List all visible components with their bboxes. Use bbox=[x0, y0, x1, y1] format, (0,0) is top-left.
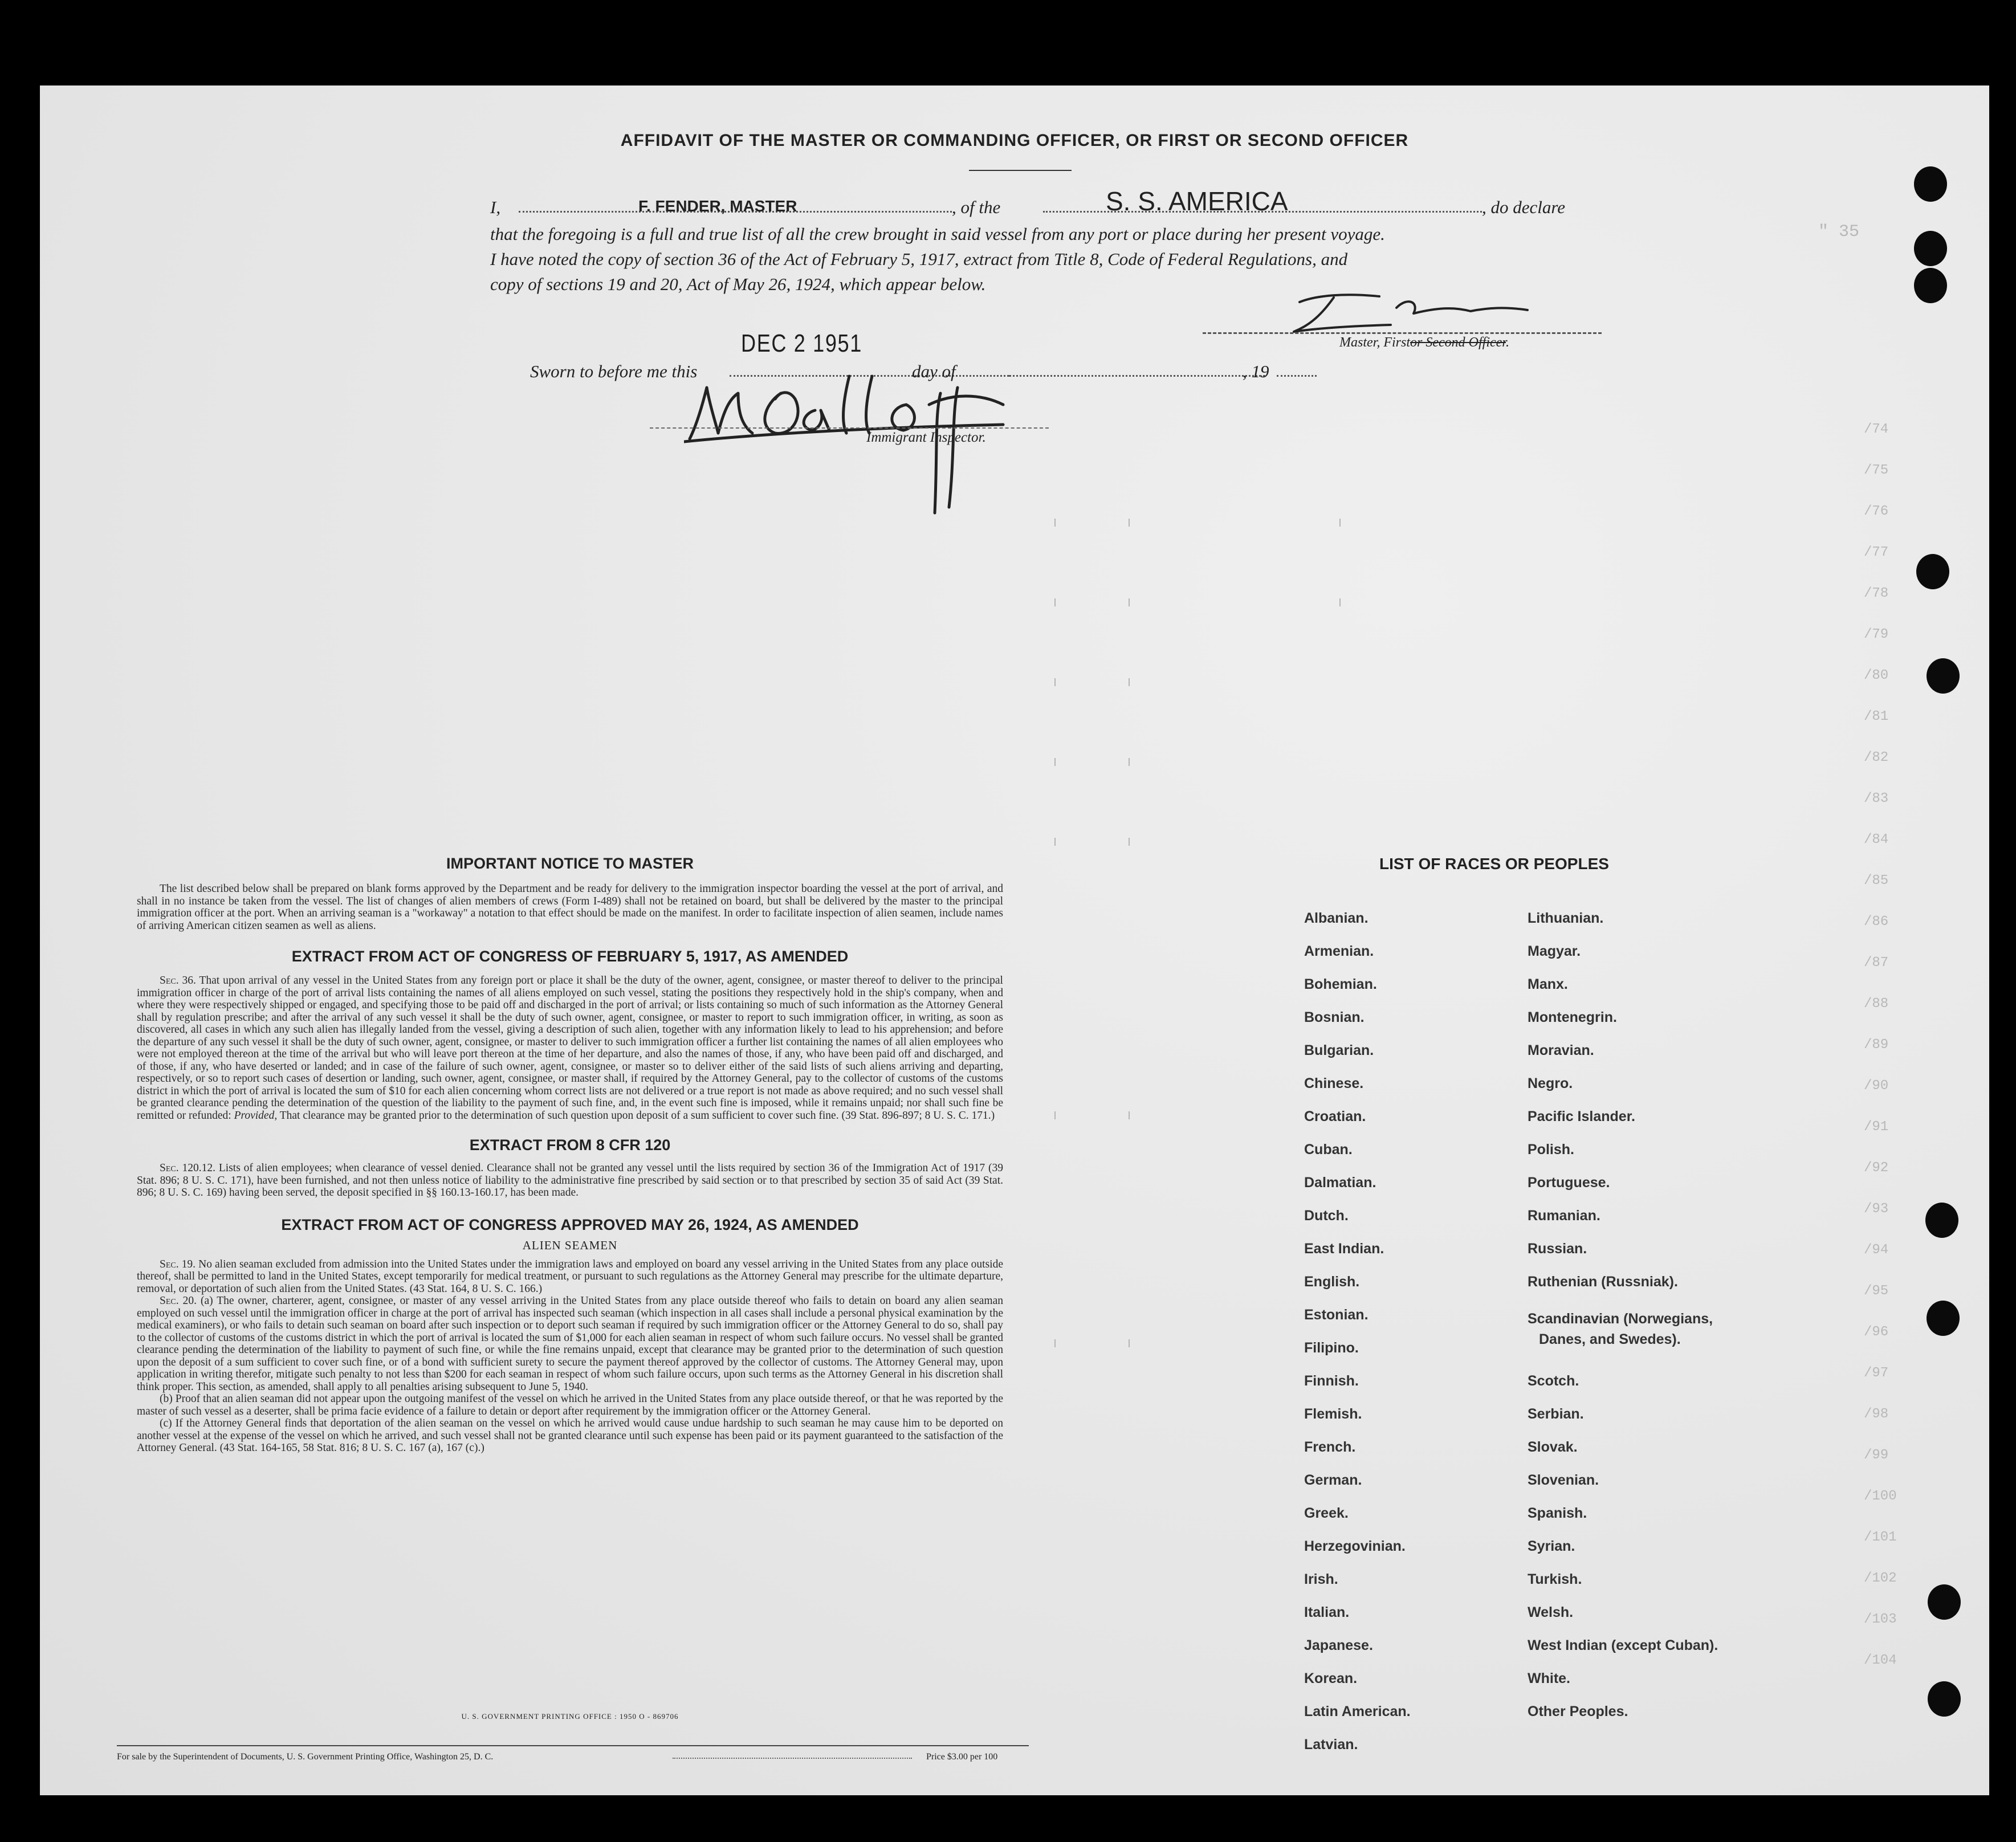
race-item: Scandinavian (Norwegians, bbox=[1528, 1311, 1713, 1327]
bleed-through-column bbox=[1864, 416, 1921, 1784]
race-item: Greek. bbox=[1304, 1505, 1349, 1521]
sec-20a-body: (a) The owner, charterer, agent, consignee, or master of any vessel arriving in the United States from any place outside thereof who fails to detain on board any alien seaman employed on such vessel until the immigration officer in charge at the port of arrival has inspected such seaman (which inspection in all cases shall include a personal physical examination by the medical examiners), or who fails to detain such seaman on board after such inspection or to deport such seaman if required by such immigration officer or the Attorney General to do so, shall pay to the collector of customs of the customs district in which the port of arrival is located the sum of $1,000 for each alien seaman in respect of whom such failure occurs. No vessel shall be granted clearance pending the determination of the liability to payment of such fine, or while the fine remains unpaid, except that clearance may be granted prior to the determination of such question upon the deposit of a sum sufficient to cover such fine, or of a bond with sufficient surety to secure the payment thereof approved by the collector of customs. The Attorney General may, upon application in writing therefor, mitigate such penalty to not less than $200 for each seaman in respect of whom such failure occurs, upon such terms as the Attorney General in his discretion shall think proper. This section, as amended, shall apply to all penalties arising subsequent to June 5, 1940. bbox=[137, 1295, 1003, 1393]
master-caption-period: . bbox=[1505, 335, 1509, 350]
sec-20-label: Sec. 20. bbox=[160, 1295, 197, 1307]
punch-hole bbox=[1928, 1584, 1961, 1620]
date-stamp: DEC 2 1951 bbox=[741, 329, 862, 357]
bleed-row-number: /84 bbox=[1864, 832, 1889, 847]
race-item: Turkish. bbox=[1528, 1571, 1582, 1587]
punch-hole bbox=[1927, 1301, 1960, 1336]
race-item: Welsh. bbox=[1528, 1604, 1574, 1620]
race-item: Irish. bbox=[1304, 1571, 1338, 1587]
bleed-tick bbox=[1129, 598, 1130, 606]
race-item: Bohemian. bbox=[1304, 976, 1377, 992]
affidavit-line-2: that the foregoing is a full and true list of all the crew brought in said vessel from any port or place during her present voyage. bbox=[490, 224, 1385, 244]
race-item: Other Peoples. bbox=[1528, 1704, 1628, 1719]
notice-heading: IMPORTANT NOTICE TO MASTER bbox=[446, 855, 694, 872]
race-item: Croatian. bbox=[1304, 1109, 1366, 1124]
punch-hole bbox=[1914, 166, 1947, 202]
race-item: Portuguese. bbox=[1528, 1175, 1610, 1191]
bleed-row-number: /93 bbox=[1864, 1201, 1889, 1217]
master-caption bbox=[1339, 335, 1509, 351]
bleed-row-number: /81 bbox=[1864, 709, 1889, 724]
race-item: Slovak. bbox=[1528, 1439, 1578, 1455]
bleed-row-number: /89 bbox=[1864, 1037, 1889, 1053]
race-item: Bosnian. bbox=[1304, 1009, 1365, 1025]
race-item: Latin American. bbox=[1304, 1704, 1411, 1719]
footer-rule bbox=[117, 1745, 1029, 1746]
bleed-row-number: /92 bbox=[1864, 1160, 1889, 1176]
affidavit-pronoun: I, bbox=[490, 197, 501, 217]
race-item: English. bbox=[1304, 1274, 1360, 1290]
alien-seamen-subheading: ALIEN SEAMEN bbox=[522, 1238, 618, 1252]
printing-office-imprint: U. S. GOVERNMENT PRINTING OFFICE : 1950 O - 869706 bbox=[461, 1712, 679, 1721]
bleed-row-number: /99 bbox=[1864, 1448, 1889, 1463]
race-item: Syrian. bbox=[1528, 1538, 1575, 1554]
race-item: Moravian. bbox=[1528, 1042, 1594, 1058]
race-item: Latvian. bbox=[1304, 1737, 1358, 1753]
sec-20c-body: (c) If the Attorney General finds that deportation of the alien seaman on the vessel on which he arrived would cause undue hardship to such seaman he may cause him to be deported on another vessel at the expense of the vessel on which he arrived, and such vessel shall not be granted clearance until such expense has been paid or its payment guaranteed to the satisfaction of the Attorney General. (43 Stat. 164-165, 58 Stat. 816; 8 U. S. C. 167 (a), 167 (c).) bbox=[137, 1417, 1003, 1454]
affidavit-declare: , do declare bbox=[1482, 197, 1566, 217]
bleed-row-number: /75 bbox=[1864, 463, 1889, 478]
extract-1924-text bbox=[137, 1258, 1003, 1454]
race-item: Ruthenian (Russniak). bbox=[1528, 1274, 1678, 1290]
bleed-tick bbox=[1054, 1111, 1056, 1119]
bleed-tick bbox=[1054, 838, 1056, 846]
extract-1924-heading: EXTRACT FROM ACT OF CONGRESS APPROVED MAY 26, 1924, AS AMENDED bbox=[281, 1216, 859, 1233]
punch-hole bbox=[1916, 554, 1949, 589]
race-item: Manx. bbox=[1528, 976, 1568, 992]
race-item: Rumanian. bbox=[1528, 1208, 1600, 1224]
race-item: Italian. bbox=[1304, 1604, 1350, 1620]
bleed-tick bbox=[1129, 838, 1130, 846]
bleed-row-number: /78 bbox=[1864, 586, 1889, 601]
race-item: Flemish. bbox=[1304, 1406, 1362, 1422]
sec-120-label: Sec. 120.12. bbox=[160, 1162, 215, 1174]
bleed-row-number: /74 bbox=[1864, 422, 1889, 437]
race-item: Polish. bbox=[1528, 1142, 1574, 1158]
race-item: Korean. bbox=[1304, 1670, 1358, 1686]
race-item: Herzegovinian. bbox=[1304, 1538, 1406, 1554]
bleed-row-number: /87 bbox=[1864, 955, 1889, 971]
bleed-row-number: /100 bbox=[1864, 1489, 1897, 1504]
race-item: Chinese. bbox=[1304, 1075, 1364, 1091]
race-item: Armenian. bbox=[1304, 943, 1374, 959]
bleed-row-number: /97 bbox=[1864, 1366, 1889, 1381]
bleed-row-number: /90 bbox=[1864, 1078, 1889, 1094]
bleed-row-number: /88 bbox=[1864, 996, 1889, 1012]
for-sale-leader bbox=[673, 1758, 912, 1759]
affidavit-of-the: , of the bbox=[952, 197, 1001, 217]
bleed-row-number: /96 bbox=[1864, 1325, 1889, 1340]
price-notice: Price $3.00 per 100 bbox=[926, 1752, 998, 1762]
proviso-text: That clearance may be granted prior to the determination of such question upon deposit of a sum sufficient to cover such fine. (39 Stat. 896-897; 8 U. S. C. 171.) bbox=[279, 1109, 995, 1122]
proviso-label: Provided, bbox=[234, 1109, 278, 1122]
bleed-row-number: /83 bbox=[1864, 791, 1889, 806]
bleed-row-number: /86 bbox=[1864, 914, 1889, 930]
bleed-row-number: /102 bbox=[1864, 1571, 1897, 1586]
race-item: Magyar. bbox=[1528, 943, 1581, 959]
bleed-row-number: /98 bbox=[1864, 1407, 1889, 1422]
bleed-tick bbox=[1129, 1111, 1130, 1119]
extract-cfr-text bbox=[137, 1162, 1003, 1199]
bleed-tick bbox=[1129, 1339, 1130, 1347]
punch-hole bbox=[1925, 1203, 1958, 1238]
master-caption-first: Master, First bbox=[1339, 335, 1411, 350]
notice-text bbox=[137, 883, 1003, 932]
bleed-tick bbox=[1054, 1339, 1056, 1347]
race-item: Japanese. bbox=[1304, 1637, 1373, 1653]
race-item: Negro. bbox=[1528, 1075, 1573, 1091]
day-of-text: day of bbox=[912, 361, 956, 381]
bleed-row-number: /91 bbox=[1864, 1119, 1889, 1135]
races-heading: LIST OF RACES OR PEOPLES bbox=[1379, 855, 1609, 873]
bleed-row-number: /85 bbox=[1864, 873, 1889, 889]
year-line bbox=[1277, 374, 1317, 377]
race-item: Spanish. bbox=[1528, 1505, 1587, 1521]
race-item: Dalmatian. bbox=[1304, 1175, 1376, 1191]
extract-cfr-heading: EXTRACT FROM 8 CFR 120 bbox=[469, 1136, 671, 1154]
bleed-row-number: /103 bbox=[1864, 1612, 1897, 1627]
bleed-row-number: /104 bbox=[1864, 1653, 1897, 1668]
race-item: Bulgarian. bbox=[1304, 1042, 1374, 1058]
sec-19-body: No alien seaman excluded from admission into the United States under the immigration laws and employed on board any vessel arriving in the United States from any place outside thereof, shall be permitted to land in the United States, except temporarily for medical treatment, or pursuant to such regulations as the Attorney General may prescribe for the ultimate departure, removal, or deportation of such alien from the United States. (43 Stat. 164, 8 U. S. C. 166.) bbox=[137, 1258, 1004, 1295]
race-item: Serbian. bbox=[1528, 1406, 1584, 1422]
punch-hole bbox=[1914, 231, 1947, 266]
master-signature-line bbox=[1203, 331, 1602, 334]
bleed-row-number: /79 bbox=[1864, 627, 1889, 642]
vessel-name: S. S. AMERICA bbox=[1106, 186, 1288, 216]
bleed-tick bbox=[1129, 519, 1130, 527]
race-item: Danes, and Swedes). bbox=[1539, 1331, 1681, 1347]
race-item: Cuban. bbox=[1304, 1142, 1353, 1158]
form-title: AFFIDAVIT OF THE MASTER OR COMMANDING OFFICER, OR FIRST OR SECOND OFFICER bbox=[620, 131, 1409, 150]
race-item: Russian. bbox=[1528, 1241, 1587, 1257]
bleed-tick bbox=[1054, 519, 1056, 527]
race-item: Pacific Islander. bbox=[1528, 1109, 1635, 1124]
race-item: West Indian (except Cuban). bbox=[1528, 1637, 1718, 1653]
race-item: Albanian. bbox=[1304, 910, 1369, 926]
race-item: Estonian. bbox=[1304, 1307, 1369, 1323]
form-page bbox=[40, 85, 1989, 1795]
race-item: White. bbox=[1528, 1670, 1570, 1686]
race-item: German. bbox=[1304, 1472, 1362, 1488]
bleed-row-number: /101 bbox=[1864, 1530, 1897, 1545]
bleed-tick bbox=[1054, 678, 1056, 686]
year-prefix: , 19 bbox=[1243, 361, 1269, 381]
bleed-tick bbox=[1054, 758, 1056, 766]
bleed-row-number: /80 bbox=[1864, 668, 1889, 683]
sworn-text: Sworn to before me this bbox=[530, 361, 698, 381]
bleed-tick bbox=[1339, 598, 1341, 606]
bleed-tick bbox=[1339, 519, 1341, 527]
sec-36-label: Sec. 36. bbox=[160, 975, 196, 987]
for-sale-notice: For sale by the Superintendent of Documents, U. S. Government Printing Office, Washington 25, D. C. bbox=[117, 1752, 494, 1762]
extract-1917-text bbox=[137, 975, 1003, 1122]
inspector-signature-line bbox=[650, 426, 1049, 429]
bleed-row-number: /94 bbox=[1864, 1242, 1889, 1258]
bleed-page-mark: " 35 bbox=[1818, 222, 1860, 242]
sec-36-body: That upon arrival of any vessel in the United States from any foreign port or place it shall be the duty of the owner, agent, consignee, or master thereof to deliver to the principal immigration officer in charge of the port of arrival lists containing the names of all aliens employed on such vessel, stating the positions they respectively hold in the ship's company, when and where they were respectively shipped or engaged, and specifying those to be paid off and discharged in the port of arrival; or lists containing so much of such information as the Attorney General shall by regulation prescribe; and after the arrival of any such vessel it shall be the duty of such owner, agent, consignee, or master to report to such immigration officer, in writing, as soon as discovered, all cases in which any such alien has illegally landed from the vessel, giving a description of such alien, together with any information likely to lead to his apprehension; and before the departure of any such vessel it shall be the duty of such owner, agent, consignee, or master to deliver to such immigration officer a further list containing the names of all alien employees who were not employed thereon at the time of the arrival but who will leave port thereon at the time of her departure, and also the names of those, if any, who have been paid off and discharged, and of those, if any, who have deserted or landed; and in case of the failure of such owner, agent, consignee, or master so to deliver either of the said lists of such aliens arriving and departing, respectively, or so to report such cases of desertion or landing, such owner, agent, consignee, or master shall, if required by the Attorney General, pay to the collector of customs of the customs district in which the port of arrival is located the sum of $10 for each alien concerning whom correct lists are not delivered or a true report is not made as above required; and no such vessel shall be granted clearance pending the determination of the question of the liability to the payment of such fine, and, in the event such fine is imposed, while it remains unpaid; nor shall such fine be remitted or refunded: bbox=[137, 975, 1003, 1122]
race-item: French. bbox=[1304, 1439, 1356, 1455]
bleed-row-number: /95 bbox=[1864, 1283, 1889, 1299]
bleed-row-number: /76 bbox=[1864, 504, 1889, 519]
title-divider bbox=[969, 170, 1072, 171]
bleed-tick bbox=[1054, 598, 1056, 606]
race-item: East Indian. bbox=[1304, 1241, 1384, 1257]
bleed-row-number: /82 bbox=[1864, 750, 1889, 765]
notice-paragraph: The list described below shall be prepared on blank forms approved by the Department and be ready for delivery to the immigration inspector boarding the vessel at the port of arrival, and shall in no instance be taken from the vessel. The list of changes of alien members of crews (Form I-489) shall not be retained on board, but shall be delivered by the master to the principal immigration officer at the port. When an arriving seaman is a "workaway" a notation to that effect should be made on the manifest. In order to facilitate inspection of alien seamen, include names of arriving American citizen seamen as well as aliens. bbox=[137, 883, 1003, 932]
bleed-tick bbox=[1129, 678, 1130, 686]
inspector-caption: Immigrant Inspector. bbox=[866, 430, 986, 445]
race-item: Finnish. bbox=[1304, 1373, 1359, 1389]
race-item: Montenegrin. bbox=[1528, 1009, 1617, 1025]
affidavit-line-4: copy of sections 19 and 20, Act of May 26, 1924, which appear below. bbox=[490, 274, 986, 294]
bleed-row-number: /77 bbox=[1864, 545, 1889, 560]
sec-19-label: Sec. 19. bbox=[160, 1258, 196, 1270]
master-caption-struck: or Second Officer bbox=[1410, 335, 1506, 350]
punch-hole bbox=[1928, 1681, 1961, 1717]
punch-hole bbox=[1914, 268, 1947, 303]
race-item: Slovenian. bbox=[1528, 1472, 1599, 1488]
sec-120-body: Lists of alien employees; when clearance of vessel denied. Clearance shall not be granted any vessel until the lists required by section 36 of the Immigration Act of 1917 (39 Stat. 896; 8 U. S. C. 171), have been furnished, and not then unless notice of liability to the administrative fine prescribed by said section or to that prescribed by section 35 of said Act (39 Stat. 896; 8 U. S. C. 169) having been served, the deposit specified in §§ 160.13-160.17, has been made. bbox=[137, 1162, 1003, 1199]
punch-hole bbox=[1927, 658, 1960, 694]
race-item: Filipino. bbox=[1304, 1340, 1359, 1356]
affidavit-line-3: I have noted the copy of section 36 of the Act of February 5, 1917, extract from Title 8, Code of Federal Regulations, and bbox=[490, 249, 1348, 269]
bleed-tick bbox=[1129, 758, 1130, 766]
race-item: Scotch. bbox=[1528, 1373, 1579, 1389]
notices-column bbox=[137, 855, 1003, 1454]
race-item: Lithuanian. bbox=[1528, 910, 1604, 926]
master-signature bbox=[1265, 291, 1550, 342]
race-item: Dutch. bbox=[1304, 1208, 1349, 1224]
extract-1917-heading: EXTRACT FROM ACT OF CONGRESS OF FEBRUARY 5, 1917, AS AMENDED bbox=[291, 948, 849, 965]
sec-20b-body: (b) Proof that an alien seaman did not appear upon the outgoing manifest of the vessel on which he arrived in the United States from any place outside thereof, or that he was reported by the master of such vessel as a deserter, shall be prima facie evidence of a failure to detain or deport after requirement by the immigration officer or the Attorney General. bbox=[137, 1393, 1003, 1417]
master-name: F. FENDER, MASTER bbox=[638, 197, 797, 215]
